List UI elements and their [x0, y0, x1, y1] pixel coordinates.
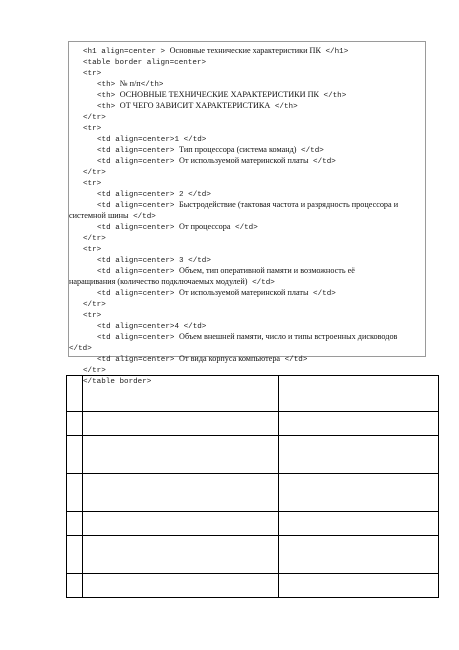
table-cell: [67, 474, 83, 512]
code-line: [83, 331, 398, 342]
code-markup: </tr>: [83, 114, 106, 122]
code-line: [83, 78, 398, 89]
code-markup: </tr>: [83, 301, 106, 309]
code-line: [83, 287, 398, 298]
code-text: Тип процессора (система команд): [179, 145, 297, 154]
code-line: [83, 111, 398, 122]
table-cell: [83, 436, 279, 474]
code-markup: <td align=center>: [97, 224, 180, 232]
code-text: От используемой материнской платы: [179, 288, 309, 297]
table-row: [67, 574, 439, 598]
code-text: От вида корпуса компьютера: [179, 354, 281, 363]
code-line: [83, 199, 398, 210]
code-line: [83, 265, 398, 276]
code-markup: <th>: [97, 81, 120, 89]
code-markup: </tr>: [83, 367, 106, 375]
code-text: ОСНОВНЫЕ ТЕХНИЧЕСКИЕ ХАРАКТЕРИСТИКИ ПК: [119, 90, 319, 99]
code-markup: </td>: [308, 158, 336, 166]
table-cell: [279, 474, 439, 512]
code-text: От используемой материнской платы: [179, 156, 309, 165]
code-markup: <td align=center> 3 </td>: [97, 257, 211, 265]
code-line: [83, 254, 398, 265]
code-line: [83, 298, 398, 309]
code-line: [83, 166, 398, 177]
table-cell: [83, 574, 279, 598]
code-line: [83, 177, 398, 188]
code-markup: <table border align=center>: [83, 59, 207, 67]
table-cell: [67, 574, 83, 598]
code-markup: <td align=center>: [97, 202, 180, 210]
code-line: [83, 89, 398, 100]
code-line: [83, 155, 398, 166]
code-markup: </td>: [128, 213, 156, 221]
table-cell: [83, 536, 279, 574]
code-line: [69, 276, 398, 287]
code-line: [83, 45, 398, 56]
code-markup: <tr>: [83, 180, 102, 188]
table-cell: [279, 512, 439, 536]
code-markup: <td align=center> 2 </td>: [97, 191, 211, 199]
code-text: Объем внешней памяти, число и типы встроенных дисководов: [179, 332, 398, 341]
code-markup: </td>: [69, 345, 92, 353]
table-cell: [67, 436, 83, 474]
table-cell: [83, 474, 279, 512]
code-text: Быстродействие (тактовая частота и разрядность процессора и: [179, 200, 399, 209]
code-markup: </th>: [270, 103, 298, 111]
code-line: [83, 56, 398, 67]
code-line: [83, 232, 398, 243]
table-cell: [67, 536, 83, 574]
code-markup: </th>: [318, 92, 347, 100]
code-line: [69, 342, 398, 353]
table-row: [67, 436, 439, 474]
code-markup: <h1 align=center >: [83, 48, 170, 56]
code-markup: </td>: [280, 356, 308, 364]
code-line: [83, 320, 398, 331]
code-markup: <tr>: [83, 246, 102, 254]
table-row: [67, 376, 439, 412]
code-markup: </td>: [308, 290, 336, 298]
code-markup: <th>: [97, 92, 120, 100]
code-line: [83, 100, 398, 111]
code-markup: </table border>: [83, 378, 152, 386]
code-line: [83, 243, 398, 254]
code-line: [83, 122, 398, 133]
code-line: [83, 188, 398, 199]
code-markup: <td align=center>: [97, 158, 180, 166]
code-markup: </td>: [230, 224, 258, 232]
table-cell: [67, 376, 83, 412]
table-cell: [83, 512, 279, 536]
code-markup: <td align=center>: [97, 356, 180, 364]
code-line: [83, 133, 398, 144]
code-markup: <th>: [97, 103, 120, 111]
code-lines: [69, 45, 399, 386]
code-text: Основные технические характеристики ПК: [169, 46, 321, 55]
code-markup: </tr>: [83, 169, 106, 177]
code-line: [83, 144, 398, 155]
table-row: [67, 474, 439, 512]
code-line: [69, 210, 398, 221]
code-markup: </tr>: [83, 235, 106, 243]
code-markup: </h1>: [320, 48, 349, 56]
table-cell: [279, 436, 439, 474]
table-cell: [83, 376, 279, 412]
table-cell: [279, 574, 439, 598]
code-line: [83, 221, 398, 232]
code-markup: </td>: [247, 279, 275, 287]
code-markup: </th>: [140, 81, 164, 89]
code-markup: <td align=center>: [97, 334, 180, 342]
code-markup: <td align=center>1 </td>: [97, 136, 207, 144]
code-markup: <tr>: [83, 70, 102, 78]
code-line: [83, 309, 398, 320]
table-cell: [67, 412, 83, 436]
table-cell: [279, 412, 439, 436]
code-markup: <tr>: [83, 125, 102, 133]
code-line: [83, 353, 398, 364]
code-text: Объем, тип оперативной памяти и возможность её: [179, 266, 355, 275]
code-text: наращивания (количество подключаемых модулей): [69, 277, 248, 286]
code-text: От процессора: [179, 222, 231, 231]
code-markup: <td align=center>: [97, 268, 180, 276]
code-markup: <td align=center>4 </td>: [97, 323, 207, 331]
code-text: № п/п: [119, 79, 141, 88]
code-markup: <td align=center>: [97, 147, 180, 155]
table-cell: [83, 412, 279, 436]
table-cell: [67, 512, 83, 536]
code-markup: <td align=center>: [97, 290, 180, 298]
table-row: [67, 512, 439, 536]
code-markup: <tr>: [83, 312, 102, 320]
code-text: системной шины: [69, 211, 129, 220]
blank-characteristics-table: [66, 375, 439, 598]
html-code-listing: [68, 41, 426, 386]
code-line: [83, 364, 398, 375]
table-cell: [279, 536, 439, 574]
table-cell: [279, 376, 439, 412]
table-row: [67, 412, 439, 436]
code-line: [83, 67, 398, 78]
code-markup: </td>: [296, 147, 324, 155]
table-row: [67, 536, 439, 574]
code-text: ОТ ЧЕГО ЗАВИСИТ ХАРАКТЕРИСТИКА: [119, 101, 271, 110]
